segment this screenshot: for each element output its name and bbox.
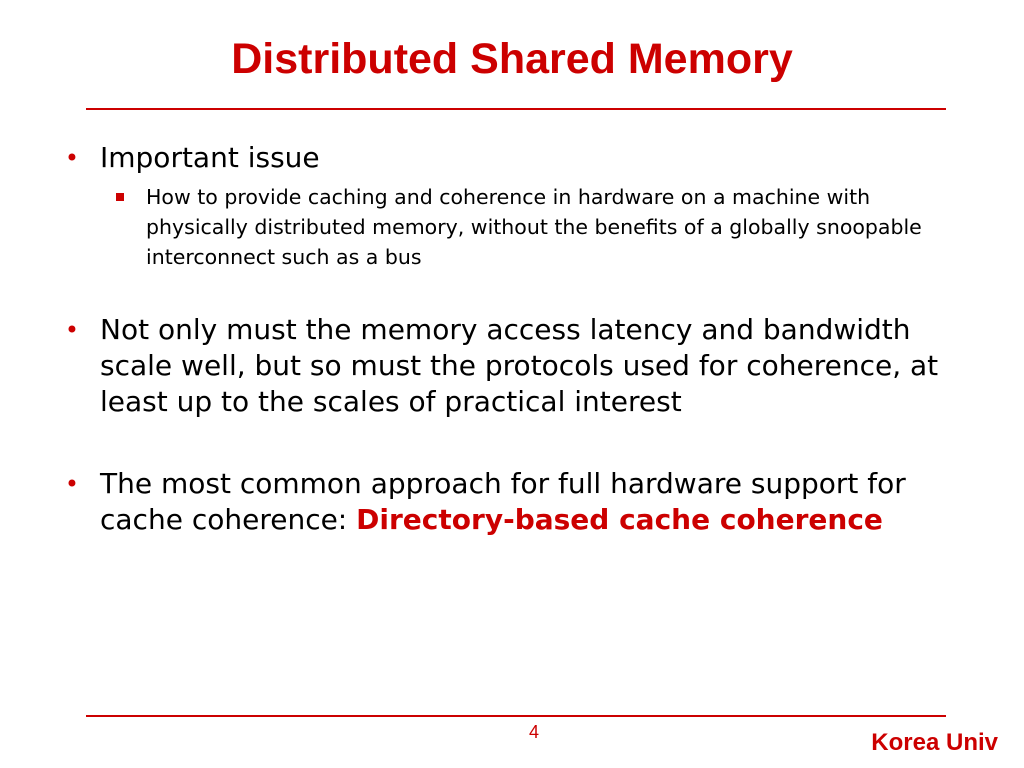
title-divider: [86, 108, 946, 110]
round-bullet-icon: •: [64, 144, 80, 172]
sub-bullet-text: How to provide caching and coherence in hardware on a machine with physically distributed memory, without the benefits of a globally snoopable interconnect such as a bus: [146, 185, 922, 269]
bullet-item: [60, 466, 960, 538]
page-number: 4: [528, 722, 539, 742]
round-bullet-icon: •: [64, 470, 80, 498]
bullet-text: The most common approach for full hardware support for cache coherence:: [100, 467, 906, 536]
square-bullet-icon: [116, 193, 124, 201]
footer-divider: [86, 715, 946, 717]
sub-bullet-item: [60, 182, 960, 272]
slide-body: [60, 140, 960, 538]
bullet-item: [60, 312, 960, 420]
footer-brand: Korea Univ: [871, 729, 998, 756]
bullet-item: [60, 140, 960, 176]
slide-title: Distributed Shared Memory: [231, 35, 793, 83]
round-bullet-icon: •: [64, 316, 80, 344]
bullet-text: Not only must the memory access latency and bandwidth scale well, but so must the protocols used for coherence, at least up to the scales of practical interest: [100, 313, 939, 418]
bullet-text: Important issue: [100, 141, 320, 174]
emphasis-text: Directory-based cache coherence: [356, 503, 883, 536]
